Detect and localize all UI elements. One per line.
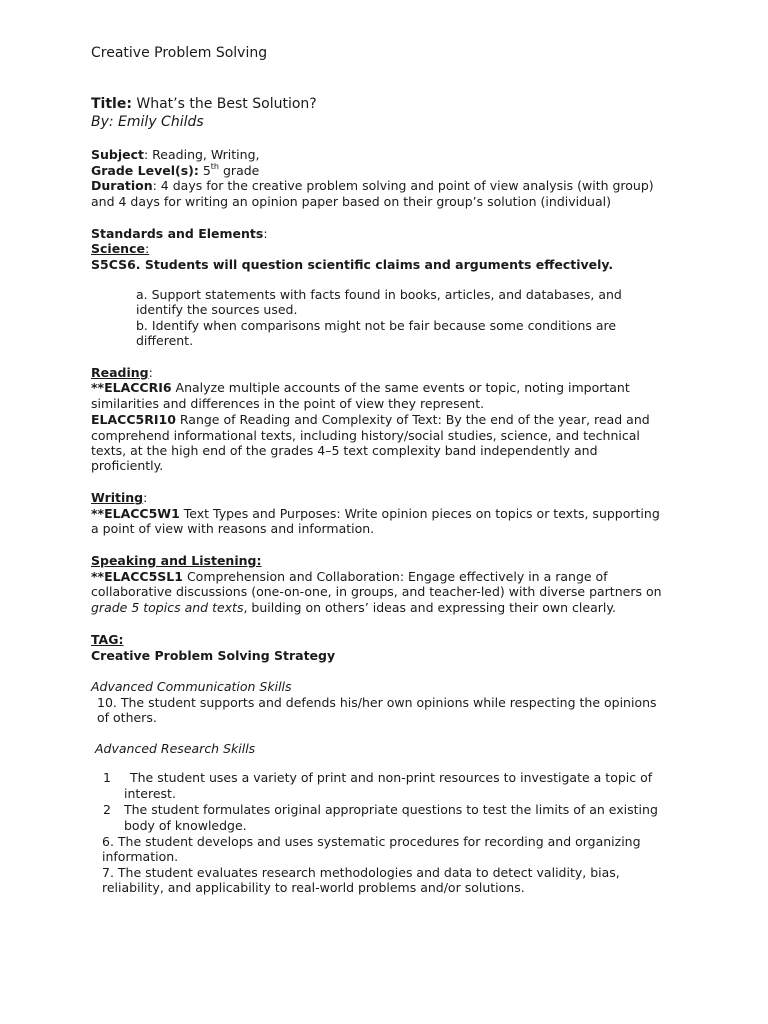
- reading-code-1: **ELACCRI6: [91, 380, 172, 395]
- writing-standard: **ELACC5W1 Text Types and Purposes: Write opinion pieces on topics or texts, supporting: [91, 506, 660, 521]
- research-item-7: 7. The student evaluates research methodologies and data to detect validity, bias,: [102, 865, 620, 880]
- science-element-a-2: identify the sources used.: [136, 302, 298, 317]
- speaking-standard-line2: collaborative discussions (one-on-one, in groups, and teacher-led) with diverse partners on: [91, 584, 662, 599]
- writing-heading: Writing:: [91, 490, 148, 505]
- subject-line: [91, 147, 260, 163]
- duration-text-1: : 4 days for the creative problem solving and point of view analysis (with group): [152, 178, 654, 193]
- speaking-heading: Speaking and Listening:: [91, 553, 262, 568]
- research-item-2: The student formulates original appropriate questions to test the limits of an existing: [124, 802, 658, 817]
- grade-word: grade: [223, 163, 260, 178]
- reading-standard-2-line2: comprehend informational texts, including history/social studies, science, and technical: [91, 428, 640, 443]
- reading-standard-1: **ELACCRI6 Analyze multiple accounts of the same events or topic, noting important: [91, 380, 630, 395]
- communication-item-10-cont: of others.: [97, 710, 157, 725]
- grade-label: Grade Level(s):: [91, 163, 199, 178]
- science-element-b-1: b. Identify when comparisons might not be fair because some conditions are: [136, 318, 617, 333]
- subject-label: Subject: [91, 147, 144, 162]
- reading-heading: Reading:: [91, 365, 153, 380]
- speaking-code: **ELACC5SL1: [91, 569, 183, 584]
- science-heading-text: Science: [91, 241, 145, 256]
- grade-number: 5: [202, 163, 211, 178]
- writing-code: **ELACC5W1: [91, 506, 180, 521]
- research-item-7-cont: reliability, and applicability to real-world problems and/or solutions.: [102, 880, 525, 895]
- reading-code-2: ELACC5RI10: [91, 412, 176, 427]
- science-element-a-1: a. Support statements with facts found in books, articles, and databases, and: [136, 287, 622, 302]
- research-item-1-number: 1: [103, 770, 111, 785]
- reading-standard-2-line4: proficiently.: [91, 458, 164, 473]
- research-item-6-cont: information.: [102, 849, 179, 864]
- reading-standard-2: ELACC5RI10 Range of Reading and Complexity of Text: By the end of the year, read and: [91, 412, 650, 427]
- communication-item-10: 10. The student supports and defends his/her own opinions while respecting the opinions: [97, 695, 657, 710]
- advanced-communication-heading: Advanced Communication Skills: [91, 679, 292, 694]
- subject-value: : Reading, Writing,: [144, 147, 260, 162]
- writing-heading-text: Writing: [91, 490, 144, 505]
- writing-standard-cont: a point of view with reasons and information.: [91, 521, 375, 536]
- science-element-b-2: different.: [136, 333, 194, 348]
- research-item-6: 6. The student develops and uses systematic procedures for recording and organizing: [102, 834, 641, 849]
- duration-label: Duration: [91, 178, 153, 193]
- document-header: Creative Problem Solving: [91, 45, 268, 61]
- title-label: Title:: [91, 96, 132, 112]
- speaking-standard: **ELACC5SL1 Comprehension and Collaboration: Engage effectively in a range of: [91, 569, 608, 584]
- grade-line: [91, 163, 259, 179]
- research-item-2-cont: body of knowledge.: [124, 818, 247, 833]
- standards-heading: Standards and Elements:: [91, 226, 268, 241]
- title-value: What’s the Best Solution?: [136, 96, 317, 112]
- reading-standard-2-line3: texts, at the high end of the grades 4–5 text complexity band independently and: [91, 443, 598, 458]
- author-byline: By: Emily Childs: [91, 114, 204, 130]
- duration-text-2: and 4 days for writing an opinion paper based on their group’s solution (individual): [91, 194, 611, 209]
- science-heading: Science:: [91, 241, 150, 256]
- science-standard: S5CS6. Students will question scientific claims and arguments effectively.: [91, 257, 614, 272]
- tag-strategy: Creative Problem Solving Strategy: [91, 648, 336, 663]
- research-item-1-cont: interest.: [124, 786, 176, 801]
- research-item-2-number: 2: [103, 802, 111, 817]
- advanced-research-heading: Advanced Research Skills: [95, 741, 256, 756]
- reading-heading-text: Reading: [91, 365, 149, 380]
- lesson-title: [91, 96, 317, 112]
- reading-standard-1-cont: similarities and differences in the point of view they represent.: [91, 396, 485, 411]
- speaking-standard-line3: grade 5 topics and texts, building on others’ ideas and expressing their own clearly.: [91, 600, 616, 615]
- tag-heading: TAG:: [91, 632, 124, 647]
- duration-line: [91, 178, 654, 194]
- grade-suffix: th: [210, 161, 220, 171]
- standards-heading-text: Standards and Elements: [91, 226, 264, 241]
- research-item-1: The student uses a variety of print and non-print resources to investigate a topic of: [130, 770, 653, 785]
